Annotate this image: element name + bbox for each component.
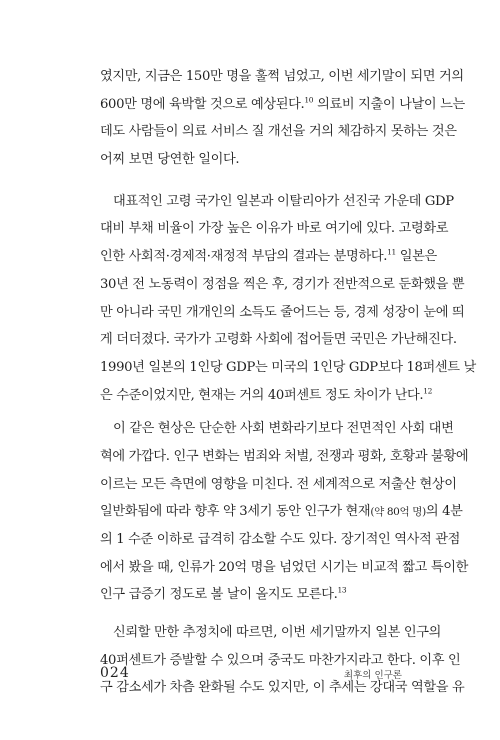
paragraph-4 [100, 619, 465, 702]
text-line: 1990년 일본의 1인당 GDP는 미국의 1인당 GDP보다 18퍼센트 낮 [100, 359, 476, 375]
text-line: 어찌 보면 당연한 일이다. [100, 152, 240, 168]
text-line: 인한 사회적·경제적·재정적 부담의 결과는 분명하다.$^{11}$ 일본은 [100, 247, 437, 265]
paragraph-3 [100, 415, 469, 609]
text-line: 40퍼센트가 증발할 수 있으며 중국도 마찬가지라고 한다. 이후 인 [100, 652, 461, 668]
text-line: 대표적인 고령 국가인 일본과 이탈리아가 선진국 가운데 GDP [113, 193, 454, 209]
text-line: 대비 부채 비율이 가장 높은 이유가 바로 여기에 있다. 고령화로 [100, 221, 449, 237]
text-line: 이르는 모든 측면에 영향을 미친다. 전 세계적으로 저출산 현상이 [100, 476, 457, 492]
running-title: 최후의 인구론 [343, 670, 402, 681]
text-line: 만 아니라 국민 개개인의 소득도 줄어드는 등, 경제 성장이 눈에 띄 [100, 304, 465, 320]
text-line: 일반화됨에 따라 향후 약 3세기 동안 인구가 현재(약 80억 명)의 4분 [100, 504, 463, 520]
text-line: 게 더더졌다. 국가가 고령화 사회에 접어들면 국민은 가난해진다. [100, 332, 457, 348]
paragraph-1 [100, 63, 465, 174]
text-line: 의 1 수준 이하로 급격히 감소할 수도 있다. 장기적인 역사적 관점 [100, 532, 461, 547]
paragraph-2 [100, 188, 476, 410]
text-line: 에서 봤을 때, 인류가 20억 명을 넘었던 시기는 비교적 짧고 특이한 [100, 559, 469, 575]
body-text [100, 63, 476, 702]
text-line: 30년 전 노동력이 정점을 찍은 후, 경기가 전반적으로 둔화했을 뿐 [100, 276, 465, 292]
text-line: 였지만, 지금은 150만 명을 훌쩍 넘었고, 이번 세기말이 되면 거의 [100, 69, 464, 84]
text-line: 데도 사람들이 의료 서비스 질 개선을 거의 체감하지 못하는 것은 [100, 124, 457, 140]
text-line: 인구 급증기 정도로 볼 날이 올지도 모른다.$^{13}$ [100, 585, 347, 603]
text-line: 구 감소세가 차츰 완화될 수도 있지만, 이 추세는 강대국 역할을 유 [100, 680, 465, 696]
page-number: 024 [100, 665, 130, 681]
footnote-ref: 11 [387, 247, 396, 257]
text-line: 혁에 가깝다. 인구 변화는 범죄와 처벌, 전쟁과 평화, 호황과 불황에 [100, 448, 469, 464]
footnote-ref: 12 [423, 386, 433, 396]
footnote-ref: 10 [304, 95, 314, 105]
text-line: 신뢰할 만한 추정치에 따르면, 이번 세기말까지 일본 인구의 [113, 625, 442, 641]
footnote-ref: 13 [337, 585, 347, 595]
text-line: 600만 명에 육박할 것으로 예상된다.$^{10}$ 의료비 지출이 나날이 느는 [100, 95, 465, 112]
page-footer [100, 665, 402, 685]
text-line: 은 수준이었지만, 현재는 거의 40퍼센트 정도 차이가 난다.$^{12}$ [100, 386, 433, 403]
text-line: 이 같은 현상은 단순한 사회 변화라기보다 전면적인 사회 대변 [113, 421, 454, 437]
